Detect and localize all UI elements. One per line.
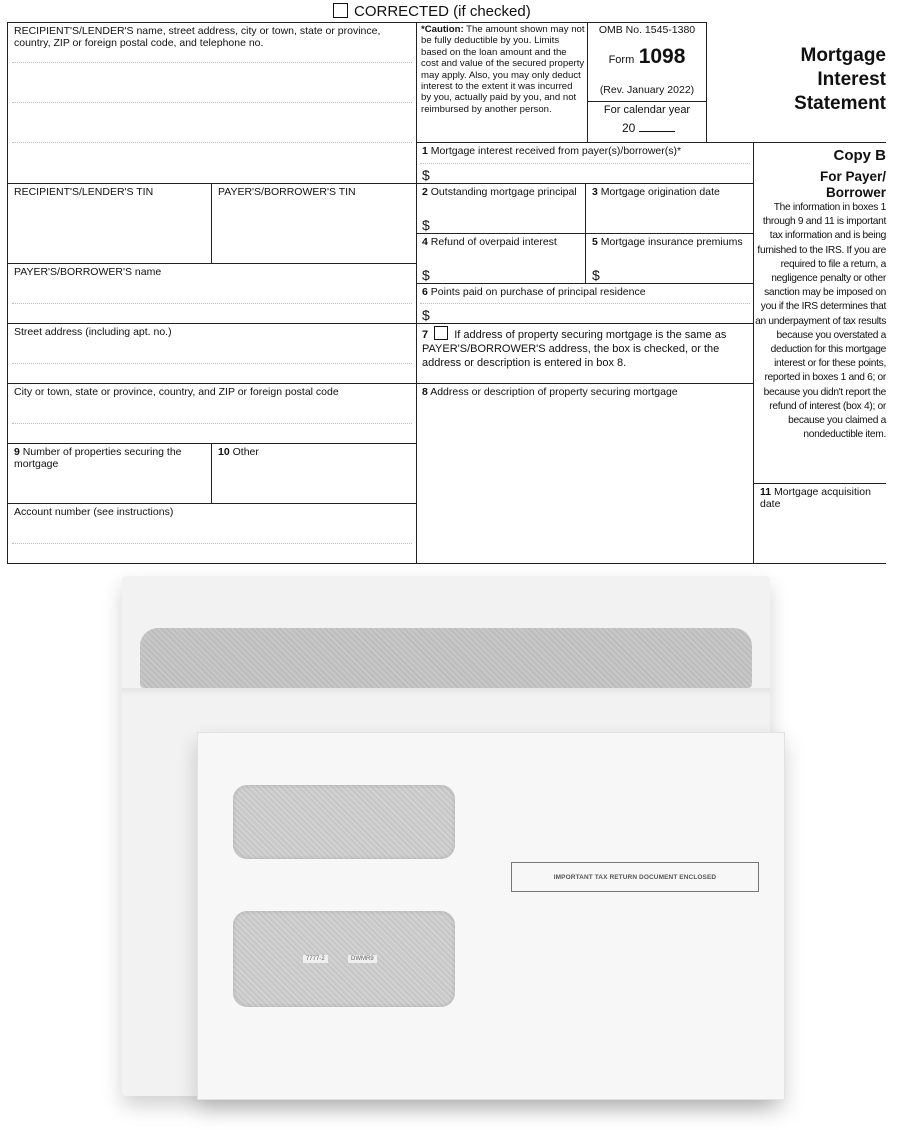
box-8-number: 8 [422,386,428,398]
box-1-mortgage-interest[interactable] [416,142,753,183]
payer-name-field[interactable] [8,263,416,323]
envelope-window-bottom [233,911,455,1007]
box-7-same-address [416,323,753,383]
box-3-number: 3 [592,186,598,198]
box-8-property-address[interactable] [416,383,753,563]
corrected-checkbox[interactable] [333,3,348,18]
recipient-name-field[interactable] [8,22,414,182]
box-9-label: Number of properties securing the mortgage [14,446,182,470]
recipient-name-label: RECIPIENT'S/LENDER'S name, street address, city or town, state or province, country, ZIP or foreign postal code, and telephone no. [14,25,381,49]
box-5-insurance-premiums[interactable] [586,233,753,283]
form-title [710,44,886,116]
omb-number: OMB No. 1545-1380 [598,24,696,36]
title-line-1: Mortgage [800,45,886,66]
box-9-number: 9 [14,446,20,458]
title-line-3: Statement [794,93,886,114]
box-5-label: Mortgage insurance premiums [600,236,743,248]
box-10-label: Other [232,446,259,458]
form-number-block [588,45,706,69]
box-4-label: Refund of overpaid interest [430,236,557,248]
caution-note [421,24,585,115]
box-4-number: 4 [422,236,428,248]
flap-edge [122,688,770,696]
front-envelope [197,732,785,1100]
box-11-acquisition-date[interactable] [754,483,886,563]
account-number-field[interactable] [8,503,416,563]
box-4-refund-interest[interactable] [416,233,585,283]
form-number: 1098 [638,45,686,68]
envelope-notice-text: IMPORTANT TAX RETURN DOCUMENT ENCLOSED [553,873,717,881]
city-label: City or town, state or province, country, and ZIP or foreign postal code [14,386,339,398]
payer-tin-label: PAYER'S/BORROWER'S TIN [218,186,356,198]
box-6-number: 6 [422,286,428,298]
envelope-illustration [0,566,899,1130]
calendar-year-label: For calendar year [603,104,691,116]
corrected-row [333,2,531,22]
box-4-dollar: $ [422,267,430,283]
box-11-label: Mortgage acquisition date [760,486,871,510]
box-10-number: 10 [218,446,230,458]
copy-b-notice: The information in boxes 1 through 9 and 11 is important tax information and is being furnished to the IRS. If you are required to file a return, a negligence penalty or other sanction may be imposed on you if the IRS determines that an underpayment of tax results because you overstated a deduction for this mortgage interest or for these points, reported in boxes 1 and 6; or because you didn't report the refund of interest (box 4); or because you claimed a nondeductible item. [755,202,886,441]
box-5-number: 5 [592,236,598,248]
box-3-origination-date[interactable] [586,183,753,233]
adhesive-band [140,628,752,688]
box-1-label: Mortgage interest received from payer(s)/borrower(s)* [430,145,682,157]
recipient-tin-field[interactable] [8,183,211,263]
box-3-label: Mortgage origination date [600,186,720,198]
revision-date: (Rev. January 2022) [599,84,695,96]
payer-name-label: PAYER'S/BORROWER'S name [14,266,162,278]
recipient-tin-label: RECIPIENT'S/LENDER'S TIN [14,186,154,198]
calendar-year-prefix: 20 [622,121,636,135]
corrected-label: CORRECTED (if checked) [354,3,531,20]
copy-b-heading: Copy B [833,147,886,164]
box-6-label: Points paid on purchase of principal residence [430,286,646,298]
box-2-label: Outstanding mortgage principal [430,186,577,198]
box-11-number: 11 [760,486,772,498]
envelope-window-top [233,785,455,859]
box-9-number-of-properties[interactable] [8,443,211,503]
envelope-notice-box [511,862,759,892]
box-2-outstanding-principal[interactable] [416,183,585,233]
borrower-line: Borrower [825,185,886,200]
for-payer-heading [754,169,886,201]
street-address-label: Street address (including apt. no.) [14,326,172,338]
envelope-code-right: DWMR9 [348,955,377,963]
envelope-code-left: 7777-2 [303,955,328,963]
box-6-points-paid[interactable] [416,283,753,323]
form-word: Form [608,54,635,66]
box-1-dollar: $ [422,167,430,183]
box-5-dollar: $ [592,267,600,283]
box-7-number: 7 [422,329,429,341]
caution-bold: *Caution: [421,24,464,35]
box-2-number: 2 [422,186,428,198]
title-line-2: Interest [817,69,886,90]
box-7-checkbox[interactable] [434,326,448,340]
street-address-field[interactable] [8,323,416,383]
box-6-dollar: $ [422,307,430,323]
caution-text: The amount shown may not be fully deductible by you. Limits based on the loan amount and the cost and value of the secured property may apply. Also, you may only deduct interest to the extent it was incurred by you, actually paid by you, and not reimbursed by another person. [421,24,585,115]
box-2-dollar: $ [422,217,430,233]
box-7-label: If address of property securing mortgage is the same as PAYER'S/BORROWER'S address, the box is checked, or the address or description is entered in box 8. [422,329,727,369]
payer-tin-field[interactable] [212,183,416,263]
calendar-year-field[interactable] [622,120,682,135]
box-8-label: Address or description of property securing mortgage [430,386,678,398]
account-number-label: Account number (see instructions) [14,506,174,518]
box-10-other[interactable] [212,443,416,503]
box-1-number: 1 [422,145,428,157]
for-payer-line: For Payer/ [819,169,886,184]
city-field[interactable] [8,383,416,443]
